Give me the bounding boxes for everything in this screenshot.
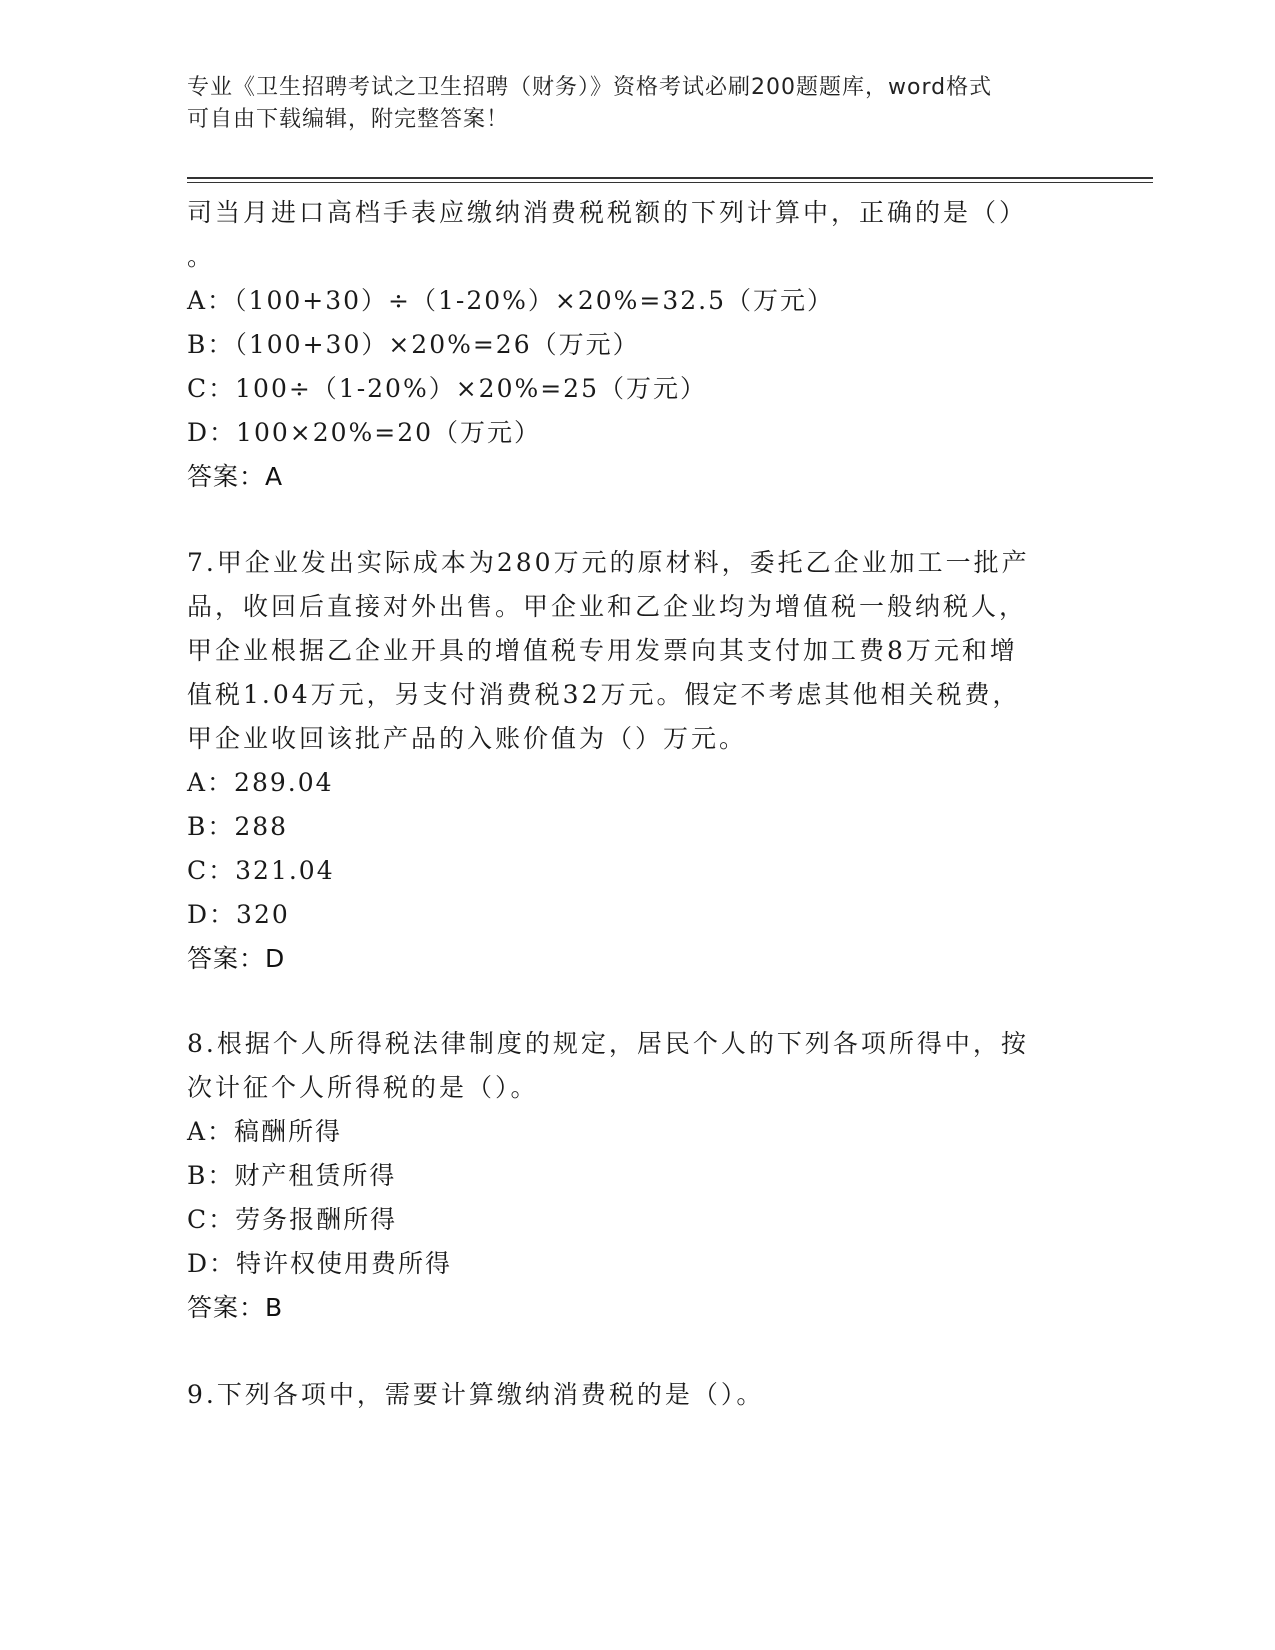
q8-stem-line-2: 次计征个人所得税的是（）。 bbox=[187, 1073, 539, 1102]
q7-option-c: C：321.04 bbox=[187, 856, 335, 885]
q7-stem-line-4: 值税1.04万元，另支付消费税32万元。假定不考虑其他相关税费， bbox=[187, 680, 1021, 709]
q8-option-b: B：财产租赁所得 bbox=[187, 1161, 397, 1190]
q6-answer: 答案：A bbox=[187, 462, 284, 491]
header-divider-thick bbox=[187, 177, 1153, 179]
q7-stem-line-1: 7.甲企业发出实际成本为280万元的原材料，委托乙企业加工一批产 bbox=[187, 548, 1030, 577]
q7-stem-line-2: 品，收回后直接对外出售。甲企业和乙企业均为增值税一般纳税人， bbox=[187, 592, 1028, 621]
header-title-line-2: 可自由下载编辑，附完整答案！ bbox=[187, 107, 510, 132]
q9-stem-line-1: 9.下列各项中，需要计算缴纳消费税的是（）。 bbox=[187, 1380, 765, 1409]
q6-option-b: B：（100+30）×20%=26（万元） bbox=[187, 330, 640, 359]
q8-option-a: A：稿酬所得 bbox=[187, 1117, 343, 1146]
q7-option-d: D：320 bbox=[187, 900, 290, 929]
q7-option-a: A：289.04 bbox=[187, 768, 334, 797]
q6-option-c: C：100÷（1-20%）×20%=25（万元） bbox=[187, 374, 707, 403]
q8-option-d: D：特许权使用费所得 bbox=[187, 1249, 453, 1278]
q8-answer: 答案：B bbox=[187, 1293, 284, 1322]
q7-option-b: B：288 bbox=[187, 812, 289, 841]
q8-option-c: C：劳务报酬所得 bbox=[187, 1205, 398, 1234]
header-title-line-1: 专业《卫生招聘考试之卫生招聘（财务）》资格考试必刷200题题库，word格式 bbox=[187, 75, 993, 100]
q7-stem-line-5: 甲企业收回该批产品的入账价值为（）万元。 bbox=[187, 724, 748, 753]
q6-option-d: D：100×20%=20（万元） bbox=[187, 418, 542, 447]
q8-stem-line-1: 8.根据个人所得税法律制度的规定，居民个人的下列各项所得中，按 bbox=[187, 1029, 1029, 1058]
q7-stem-line-3: 甲企业根据乙企业开具的增值税专用发票向其支付加工费8万元和增 bbox=[187, 636, 1018, 665]
q6-option-a: A：（100+30）÷（1-20%）×20%=32.5（万元） bbox=[187, 286, 835, 315]
q6-stem-line-1: 司当月进口高档手表应缴纳消费税税额的下列计算中，正确的是（） bbox=[187, 198, 1028, 227]
q7-answer: 答案：D bbox=[187, 944, 286, 973]
q6-stem-line-2: 。 bbox=[187, 242, 216, 271]
document-header bbox=[187, 72, 1067, 136]
header-divider-thin bbox=[187, 182, 1153, 183]
